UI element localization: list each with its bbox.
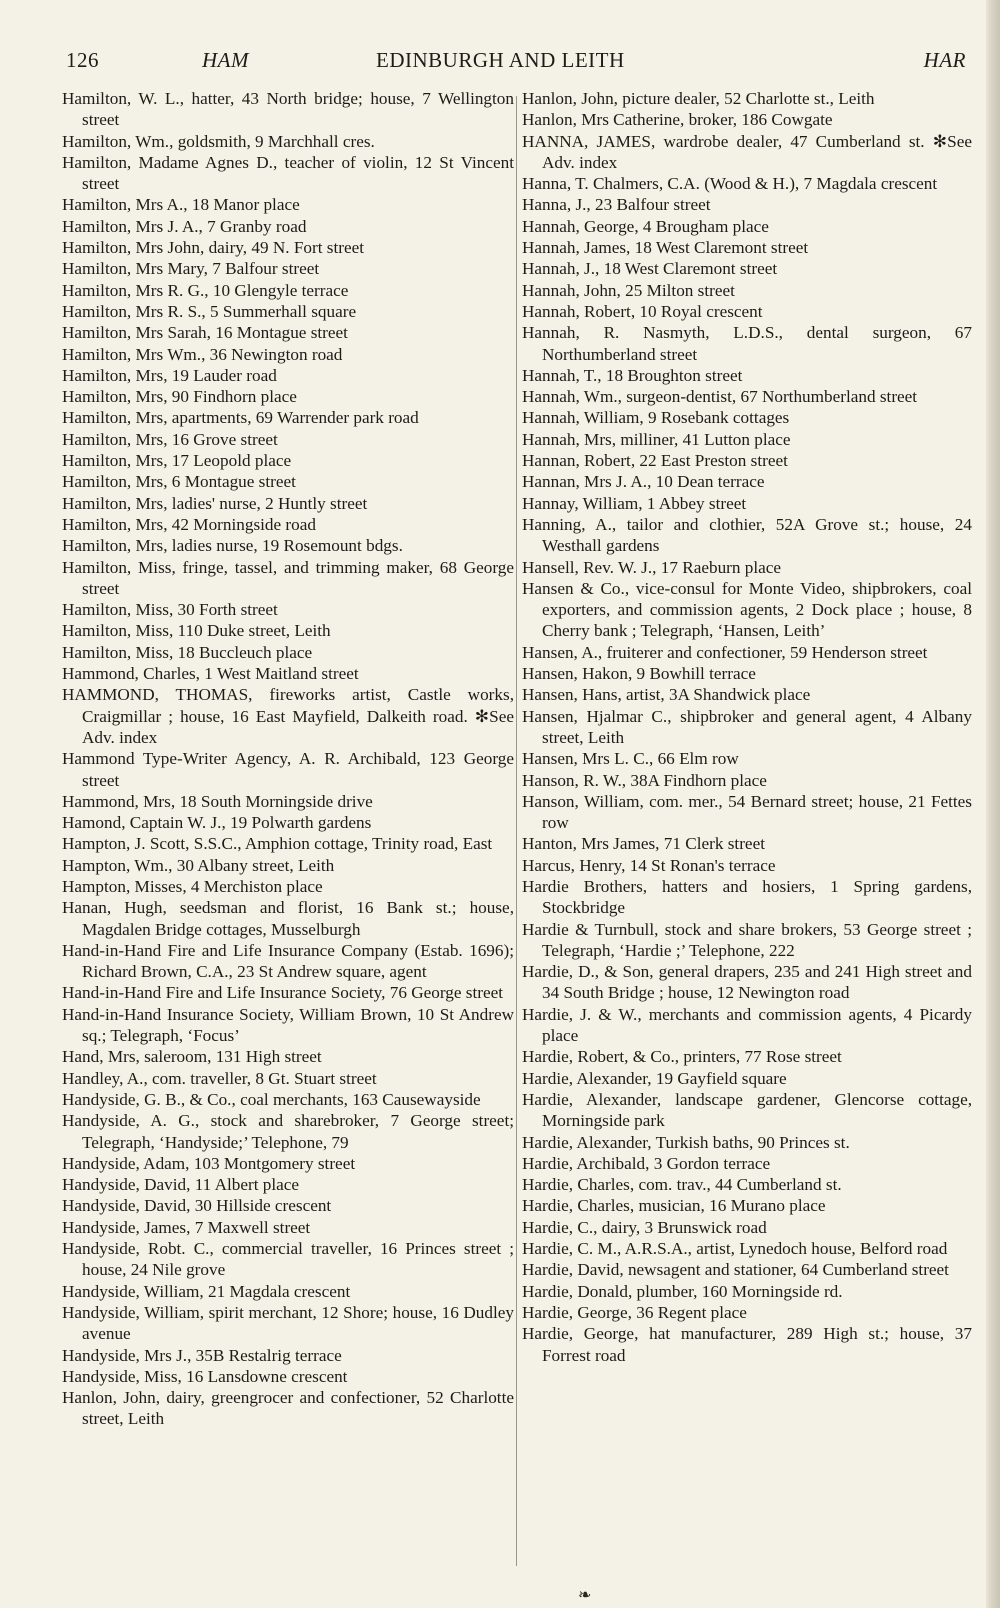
directory-entry: Hansen & Co., vice-consul for Monte Video, shipbrokers, coal exporters, and commission agents, 2 Dock place ; house, 8 Cherry bank ; Telegraph, ‘Hansen, Leith’ [522, 578, 972, 641]
directory-entry: Hanna, T. Chalmers, C.A. (Wood & H.), 7 Magdala crescent [522, 174, 938, 194]
directory-entry: Hardie, C., dairy, 3 Brunswick road [522, 1217, 767, 1237]
left-column [62, 88, 514, 1430]
directory-entry: Hannah, J., 18 West Claremont street [522, 259, 778, 279]
directory-entry: Hanna, J., 23 Balfour street [522, 195, 711, 215]
directory-entry: Handyside, Robt. C., commercial traveller, 16 Princes street ; house, 24 Nile grove [62, 1239, 514, 1280]
column-divider [516, 96, 517, 1566]
directory-entry: Handyside, A. G., stock and sharebroker, 7 George street; Telegraph, ‘Handyside;’ Telephone, 79 [62, 1111, 514, 1152]
directory-entry: Hand, Mrs, saleroom, 131 High street [62, 1047, 322, 1067]
directory-entry: HANNA, JAMES, wardrobe dealer, 47 Cumberland st. ✻See Adv. index [522, 131, 972, 172]
directory-entry: Hammond, Charles, 1 West Maitland street [62, 664, 359, 684]
directory-entry: Hanlon, John, dairy, greengrocer and confectioner, 52 Charlotte street, Leith [62, 1388, 514, 1429]
directory-entry: Hamilton, Mrs R. G., 10 Glengyle terrace [62, 280, 349, 300]
directory-entry: Hanson, R. W., 38A Findhorn place [522, 770, 767, 790]
page-number: 126 [66, 48, 99, 72]
directory-entry: Handyside, Miss, 16 Lansdowne crescent [62, 1366, 348, 1386]
directory-entry: Hamilton, Mrs Mary, 7 Balfour street [62, 259, 320, 279]
directory-entry: Hand-in-Hand Fire and Life Insurance Society, 76 George street [62, 983, 503, 1003]
directory-entry: Hanning, A., tailor and clothier, 52A Grove st.; house, 24 Westhall gardens [522, 514, 972, 556]
directory-entry: Hardie Brothers, hatters and hosiers, 1 Spring gardens, Stockbridge [522, 876, 972, 918]
directory-entry: Hamilton, Miss, 110 Duke street, Leith [62, 621, 331, 641]
directory-entry: Hardie, David, newsagent and stationer, 64 Cumberland street [522, 1260, 949, 1280]
directory-entry: Handyside, David, 30 Hillside crescent [62, 1196, 332, 1216]
directory-entry: Hamilton, Wm., goldsmith, 9 Marchhall cres. [62, 131, 375, 151]
directory-entry: Hardie, George, hat manufacturer, 289 High st.; house, 37 Forrest road [522, 1324, 972, 1365]
directory-entry: Hardie, Archibald, 3 Gordon terrace [522, 1153, 771, 1173]
directory-entry: Hansen, Hakon, 9 Bowhill terrace [522, 664, 756, 684]
directory-entry: Handyside, William, spirit merchant, 12 Shore; house, 16 Dudley avenue [62, 1302, 514, 1344]
directory-entry: Handyside, James, 7 Maxwell street [62, 1217, 311, 1237]
directory-entry: Hamilton, Mrs Sarah, 16 Montague street [62, 323, 348, 343]
directory-entry: Hansen, Mrs L. C., 66 Elm row [522, 749, 739, 769]
directory-entry: Handyside, William, 21 Magdala crescent [62, 1281, 351, 1301]
directory-entry: Hamilton, Madame Agnes D., teacher of violin, 12 St Vincent street [62, 152, 514, 194]
directory-entry: Hamilton, Mrs, 19 Lauder road [62, 365, 277, 385]
directory-entry: Hannah, Wm., surgeon-dentist, 67 Northumberland street [522, 387, 918, 407]
directory-entry: Hammond Type-Writer Agency, A. R. Archibald, 123 George street [62, 749, 514, 790]
directory-entry: Hanton, Mrs James, 71 Clerk street [522, 834, 765, 854]
directory-entry: Hansen, Hans, artist, 3A Shandwick place [522, 685, 811, 705]
directory-entry: Hamilton, Mrs, apartments, 69 Warrender park road [62, 408, 419, 428]
directory-entry: Hampton, J. Scott, S.S.C., Amphion cottage, Trinity road, East [62, 834, 493, 854]
directory-entry: Hampton, Misses, 4 Merchiston place [62, 876, 323, 896]
directory-entry: Hardie, Robert, & Co., printers, 77 Rose street [522, 1047, 842, 1067]
directory-entry: Hannan, Mrs J. A., 10 Dean terrace [522, 472, 765, 492]
left-running-head: HAM [202, 48, 249, 72]
directory-entry: Hand-in-Hand Fire and Life Insurance Company (Estab. 1696); Richard Brown, C.A., 23 St Andrew square, agent [62, 940, 514, 982]
directory-entry: Hardie, J. & W., merchants and commission agents, 4 Picardy place [522, 1004, 972, 1046]
directory-entry: HAMMOND, THOMAS, fireworks artist, Castle works, Craigmillar ; house, 16 East Mayfield, Dalkeith road. ✻See Adv. index [62, 685, 514, 747]
page-mark-icon: ❧ [578, 1587, 592, 1604]
directory-entry: Hanlon, John, picture dealer, 52 Charlotte st., Leith [522, 89, 875, 108]
directory-entry: Hamilton, Mrs, 16 Grove street [62, 429, 278, 449]
directory-entry: Hannan, Robert, 22 East Preston street [522, 451, 788, 471]
directory-entry: Hannah, T., 18 Broughton street [522, 365, 743, 385]
directory-entry: Hanson, William, com. mer., 54 Bernard street; house, 21 Fettes row [522, 791, 972, 833]
directory-entry: Handyside, Mrs J., 35B Restalrig terrace [62, 1345, 342, 1365]
directory-entry: Hardie, Charles, musician, 16 Murano place [522, 1196, 826, 1216]
directory-entry: Hamilton, Mrs, ladies nurse, 19 Rosemount bdgs. [62, 536, 403, 556]
directory-entry: Hardie, Alexander, landscape gardener, Glencorse cottage, Morningside park [522, 1089, 972, 1131]
directory-entry: Hamilton, Mrs Wm., 36 Newington road [62, 344, 343, 364]
directory-entry: Handley, A., com. traveller, 8 Gt. Stuart street [62, 1068, 377, 1088]
directory-entry: Hamilton, Miss, 30 Forth street [62, 600, 278, 620]
directory-entry: Hardie & Turnbull, stock and share brokers, 53 George street ; Telegraph, ‘Hardie ;’ Telephone, 222 [522, 919, 972, 960]
directory-entry: Handyside, David, 11 Albert place [62, 1175, 300, 1195]
directory-entry: Hamilton, Mrs R. S., 5 Summerhall square [62, 301, 357, 321]
running-header [66, 48, 972, 78]
directory-entry: Hannah, R. Nasmyth, L.D.S., dental surgeon, 67 Northumberland street [522, 323, 972, 364]
directory-entry: Hamilton, Mrs, 90 Findhorn place [62, 387, 297, 407]
directory-entry: Hand-in-Hand Insurance Society, William Brown, 10 St Andrew sq.; Telegraph, ‘Focus’ [62, 1004, 514, 1046]
directory-entry: Hamilton, Mrs John, dairy, 49 N. Fort street [62, 238, 365, 258]
directory-entry: Harcus, Henry, 14 St Ronan's terrace [522, 855, 776, 875]
directory-entry: Hannah, Mrs, milliner, 41 Lutton place [522, 429, 791, 449]
directory-entry: Hardie, D., & Son, general drapers, 235 and 241 High street and 34 South Bridge ; house, 12 Newington road [522, 962, 972, 1003]
directory-entry: Hamilton, Mrs, 42 Morningside road [62, 514, 316, 534]
directory-entry: Hamilton, Mrs, 6 Montague street [62, 472, 296, 492]
directory-entry: Hansen, A., fruiterer and confectioner, 59 Henderson street [522, 642, 928, 662]
directory-entry: Hamilton, Miss, 18 Buccleuch place [62, 642, 313, 662]
directory-entry: Hardie, Donald, plumber, 160 Morningside rd. [522, 1281, 843, 1301]
right-column [522, 88, 972, 1366]
directory-entry: Hardie, C. M., A.R.S.A., artist, Lynedoch house, Belford road [522, 1239, 948, 1259]
directory-entry: Hardie, George, 36 Regent place [522, 1302, 747, 1322]
directory-entry: Hamilton, Miss, fringe, tassel, and trimming maker, 68 George street [62, 557, 514, 598]
directory-entry: Hannah, George, 4 Brougham place [522, 216, 769, 236]
directory-entry: Hamilton, W. L., hatter, 43 North bridge; house, 7 Wellington street [62, 89, 514, 130]
directory-entry: Hansen, Hjalmar C., shipbroker and general agent, 4 Albany street, Leith [522, 706, 972, 747]
directory-entry: Hamond, Captain W. J., 19 Polwarth gardens [62, 813, 372, 833]
directory-entry: Hanlon, Mrs Catherine, broker, 186 Cowgate [522, 110, 833, 130]
page-spine-edge [986, 0, 1000, 1608]
directory-entry: Hannah, Robert, 10 Royal crescent [522, 301, 763, 321]
directory-entry: Hannah, James, 18 West Claremont street [522, 238, 809, 258]
directory-entry: Hamilton, Mrs A., 18 Manor place [62, 195, 300, 215]
directory-entry: Hammond, Mrs, 18 South Morningside drive [62, 791, 373, 811]
directory-entry: Handyside, Adam, 103 Montgomery street [62, 1153, 356, 1173]
directory-entry: Hamilton, Mrs J. A., 7 Granby road [62, 216, 307, 236]
directory-entry: Hannah, William, 9 Rosebank cottages [522, 408, 790, 428]
directory-entry: Hanan, Hugh, seedsman and florist, 16 Bank st.; house, Magdalen Bridge cottages, Musselburgh [62, 898, 514, 939]
directory-entry: Hampton, Wm., 30 Albany street, Leith [62, 855, 335, 875]
directory-entry: Hansell, Rev. W. J., 17 Raeburn place [522, 557, 782, 577]
directory-entry: Hamilton, Mrs, ladies' nurse, 2 Huntly street [62, 493, 368, 513]
right-running-head: HAR [923, 48, 966, 72]
page-title: EDINBURGH AND LEITH [376, 48, 625, 72]
directory-entry: Hardie, Alexander, Turkish baths, 90 Princes st. [522, 1132, 850, 1152]
directory-entry: Handyside, G. B., & Co., coal merchants, 163 Causewayside [62, 1089, 481, 1109]
directory-entry: Hamilton, Mrs, 17 Leopold place [62, 451, 292, 471]
directory-entry: Hannah, John, 25 Milton street [522, 280, 735, 300]
directory-entry: Hannay, William, 1 Abbey street [522, 493, 747, 513]
directory-entry: Hardie, Charles, com. trav., 44 Cumberland st. [522, 1175, 842, 1195]
directory-entry: Hardie, Alexander, 19 Gayfield square [522, 1068, 787, 1088]
